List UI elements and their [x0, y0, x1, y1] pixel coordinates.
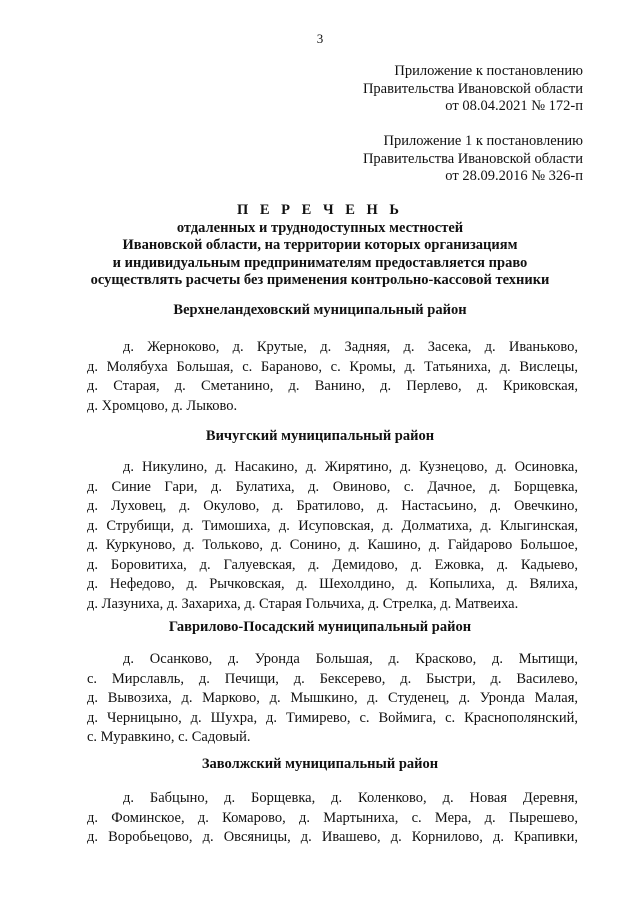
settlement-line: д. Куркуново, д. Толькoво, д. Сонино, д. Кашино, д. Гайдарово Большое, [87, 537, 578, 553]
district-list-verkhnelandekhovsky [87, 338, 578, 416]
settlement-line: д. Струбищи, д. Тимошиха, д. Исуповская, д. Долматиха, д. Клыгинская, [87, 517, 578, 534]
settlement-line: д. Черницыно, д. Шухра, д. Тимирево, с. Воймига, с. Краснополянский, [87, 709, 578, 726]
annex-original-line3: от 28.09.2016 № 326-п [445, 168, 583, 184]
annex-original-header [363, 133, 583, 186]
title-line: осуществлять расчеты без применения контрольно-кассовой техники [90, 272, 550, 288]
settlement-line: с. Муравкино, с. Садовый. [87, 729, 251, 745]
settlement-line: д. Осанково, д. Уронда Большая, д. Красково, д. Мытищи, [123, 651, 578, 667]
settlement-line: с. Мирславль, д. Печищи, д. Бексерево, д. Быстри, д. Василево, [87, 670, 578, 687]
settlement-line: д. Бабцыно, д. Борщевка, д. Коленково, д. Новая Деревня, [123, 790, 578, 806]
annex-current-line1: Приложение к постановлению [394, 63, 583, 79]
settlement-line: д. Жерноково, д. Крутые, д. Задняя, д. Засека, д. Иваньково, [123, 339, 578, 355]
settlement-line: д. Никулино, д. Насакино, д. Жирятино, д. Кузнецово, д. Осиновка, [123, 459, 578, 475]
settlement-line: д. Молябуха Большая, с. Бараново, с. Кромы, д. Татьяниха, д. Вислецы, [87, 358, 578, 375]
district-heading-vichugsky: Вичугский муниципальный район [205, 428, 435, 444]
settlement-line: д. Боровитиха, д. Галуевская, д. Демидово, д. Ежовка, д. Кадыево, [87, 556, 578, 573]
settlement-line: д. Вывозиха, д. Марково, д. Мышкино, д. Студенец, д. Уронда Малая, [87, 690, 578, 706]
page-number: 3 [316, 31, 324, 46]
annex-original-line1: Приложение 1 к постановлению [383, 133, 583, 149]
annex-current-line2: Правительства Ивановской области [362, 80, 583, 97]
title-line: отдаленных и труднодоступных местностей [176, 219, 464, 236]
district-list-zavolzhsky [87, 789, 578, 848]
settlement-line: д. Нефедово, д. Рычковская, д. Шехолдино, д. Копылиха, д. Вялиха, [87, 576, 578, 592]
district-list-gavrilovo-posadsky [87, 650, 578, 748]
district-list-vichugsky [87, 458, 578, 614]
title-line: Ивановской области, на территории которых организациям [122, 237, 518, 253]
settlement-line: д. Синие Гари, д. Булатиха, д. Овиново, с. Дачное, д. Борщевка, [87, 478, 578, 495]
title-line: и индивидуальным предпринимателям предоставляется право [112, 254, 528, 271]
settlement-line: д. Лазуниха, д. Захариха, д. Старая Гольчиха, д. Стрелка, д. Матвеиха. [87, 595, 519, 612]
title-heading: П Е Р Е Ч Е Н Ь [236, 202, 404, 218]
settlement-line: д. Луховец, д. Окулово, д. Братилово, д. Настасьино, д. Овечкино, [87, 498, 578, 514]
annex-original-line2: Правительства Ивановской области [362, 150, 583, 167]
settlement-line: д. Старая, д. Сметанино, д. Ванино, д. Перлево, д. Криковская, [87, 378, 578, 394]
settlement-line: д. Воробьецово, д. Овсяницы, д. Ивашево, д. Корнилово, д. Крапивки, [87, 829, 578, 845]
annex-current-line3: от 08.04.2021 № 172-п [445, 98, 583, 114]
annex-current-header [363, 63, 583, 116]
district-heading-verkhnelandekhovsky: Верхнеландеховский муниципальный район [173, 302, 467, 318]
district-heading-gavrilovo-posadsky: Гаврилово-Посадский муниципальный район [168, 619, 472, 635]
document-title [0, 202, 640, 290]
district-heading-zavolzhsky: Заволжский муниципальный район [201, 756, 439, 772]
settlement-line: д. Хромцово, д. Лыково. [87, 397, 238, 414]
settlement-line: д. Фоминское, д. Комарово, д. Мартыниха, с. Мера, д. Пырешево, [87, 809, 578, 826]
